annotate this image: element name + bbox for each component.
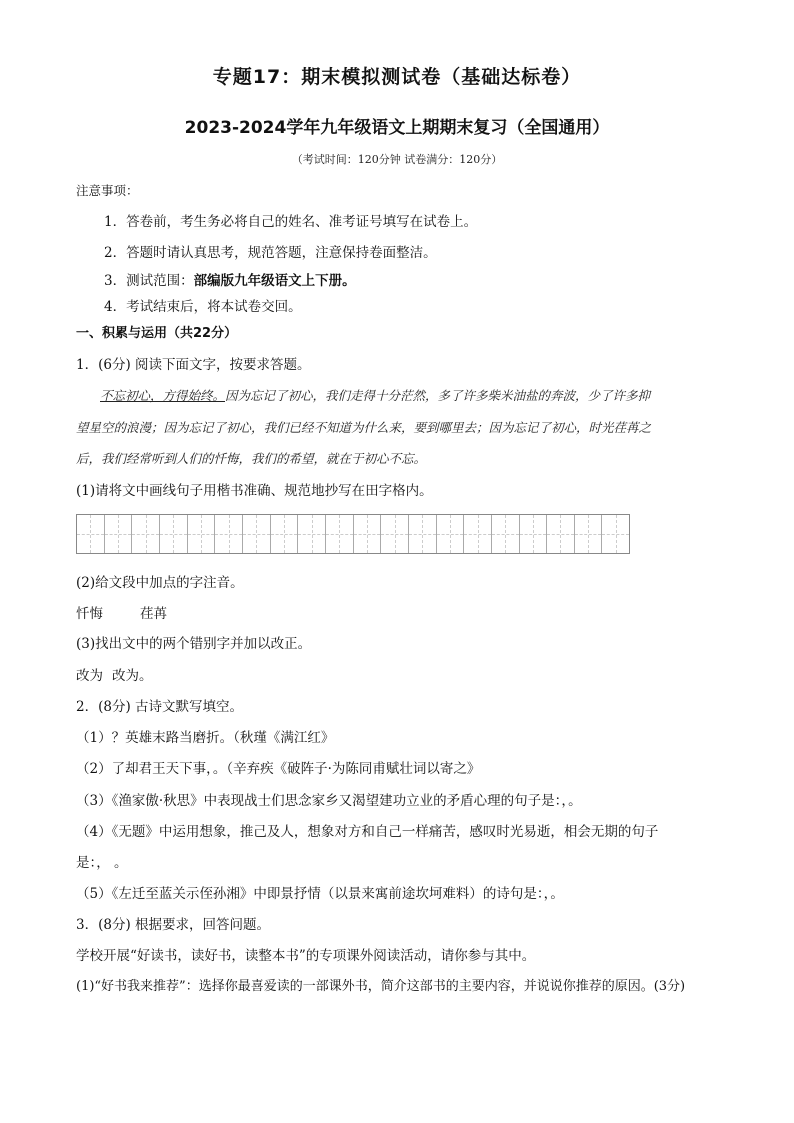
underlined-sentence: 不忘初心，方得始终。 — [100, 388, 226, 403]
grid-cell[interactable] — [409, 515, 437, 553]
q1-sub3: (3)找出文中的两个错别字并加以改正。 — [76, 636, 312, 652]
notice-item-3-label: 3．测试范围： — [104, 273, 194, 289]
grid-cell[interactable] — [105, 515, 133, 553]
grid-cell[interactable] — [354, 515, 382, 553]
grid-cell[interactable] — [132, 515, 160, 553]
q3-stem: 3．(8分) 根据要求，回答问题。 — [76, 917, 271, 933]
q1-passage-line-1-rest: 因为忘记了初心，我们走得十分茫然，多了许多柴米油盐的奔波，少了许多抑 — [225, 388, 651, 403]
q1-passage-line-2: 望星空的浪漫；因为忘记了初心，我们已经不知道为什么来，要到哪里去；因为忘记了初心，时光荏苒之 — [76, 420, 652, 435]
grid-cell[interactable] — [520, 515, 548, 553]
grid-cell[interactable] — [464, 515, 492, 553]
correction-1: 改为 — [76, 668, 103, 684]
grid-cell[interactable] — [492, 515, 520, 553]
grid-cell[interactable] — [437, 515, 465, 553]
grid-cell[interactable] — [160, 515, 188, 553]
section-heading: 一、积累与运用（共22分） — [76, 326, 238, 341]
q3-intro: 学校开展“好读书，读好书，读整本书”的专项课外阅读活动，请你参与其中。 — [76, 948, 536, 964]
pinyin-word-2: 荏苒 — [140, 606, 167, 622]
q2-item-2: （2）了却君王天下事，。（辛弃疾《破阵子·为陈同甫赋壮词以寄之》 — [76, 761, 481, 777]
q1-stem: 1．(6分) 阅读下面文字，按要求答题。 — [76, 357, 311, 373]
grid-cell[interactable] — [215, 515, 243, 553]
notice-item-2: 2．答题时请认真思考，规范答题，注意保持卷面整洁。 — [104, 245, 437, 261]
notice-item-4: 4．考试结束后，将本试卷交回。 — [104, 299, 302, 315]
grid-cell[interactable] — [271, 515, 299, 553]
q2-stem: 2．(8分) 古诗文默写填空。 — [76, 699, 244, 715]
notice-heading: 注意事项： — [76, 183, 139, 198]
grid-cell[interactable] — [243, 515, 271, 553]
grid-cell[interactable] — [575, 515, 603, 553]
grid-cell[interactable] — [298, 515, 326, 553]
grid-cell[interactable] — [602, 515, 629, 553]
q2-item-4: （4）《无题》中运用想象，推己及人，想象对方和自己一样痛苦，感叹时光易逝，相会无期的句子 — [76, 824, 659, 840]
page-subtitle: 2023-2024学年九年级语文上期期末复习（全国通用） — [184, 118, 610, 138]
tianzige-grid[interactable] — [76, 514, 630, 554]
notice-item-1: 1．答卷前，考生务必将自己的姓名、准考证号填写在试卷上。 — [104, 214, 478, 230]
grid-cell[interactable] — [77, 515, 105, 553]
q1-passage-line-3: 后，我们经常听到人们的忏悔，我们的希望，就在于初心不忘。 — [76, 451, 427, 466]
q1-sub1: (1)请将文中画线句子用楷书准确、规范地抄写在田字格内。 — [76, 483, 433, 499]
grid-cell[interactable] — [381, 515, 409, 553]
q1-passage-line-1 — [100, 387, 650, 405]
notice-item-3-scope: 部编版九年级语文上下册。 — [193, 273, 356, 289]
pinyin-word-1: 忏悔 — [76, 606, 103, 622]
q3-sub1: (1)“好书我来推荐”：选择你最喜爱读的一部课外书，简介这部书的主要内容，并说说你推荐的原因。(3分) — [76, 979, 686, 994]
q2-item-1: （1）？英雄末路当磨折。（秋瑾《满江红》 — [76, 730, 335, 746]
notice-item-3 — [104, 272, 356, 290]
q2-item-4-cont: 是：， 。 — [76, 855, 128, 871]
q2-item-3: （3）《渔家傲·秋思》中表现战士们思念家乡又渴望建功立业的矛盾心理的句子是：，。 — [76, 793, 582, 809]
page-title: 专题17：期末模拟测试卷（基础达标卷） — [212, 66, 582, 88]
exam-info: （考试时间：120分钟 试卷满分：120分） — [291, 153, 503, 166]
grid-cell[interactable] — [188, 515, 216, 553]
correction-2: 改为。 — [112, 668, 153, 684]
grid-cell[interactable] — [326, 515, 354, 553]
q2-item-5: （5）《左迁至蓝关示侄孙湘》中即景抒情（以景来寓前途坎坷难料）的诗句是：，。 — [76, 886, 564, 902]
q1-sub2: (2)给文段中加点的字注音。 — [76, 575, 244, 591]
grid-cell[interactable] — [547, 515, 575, 553]
